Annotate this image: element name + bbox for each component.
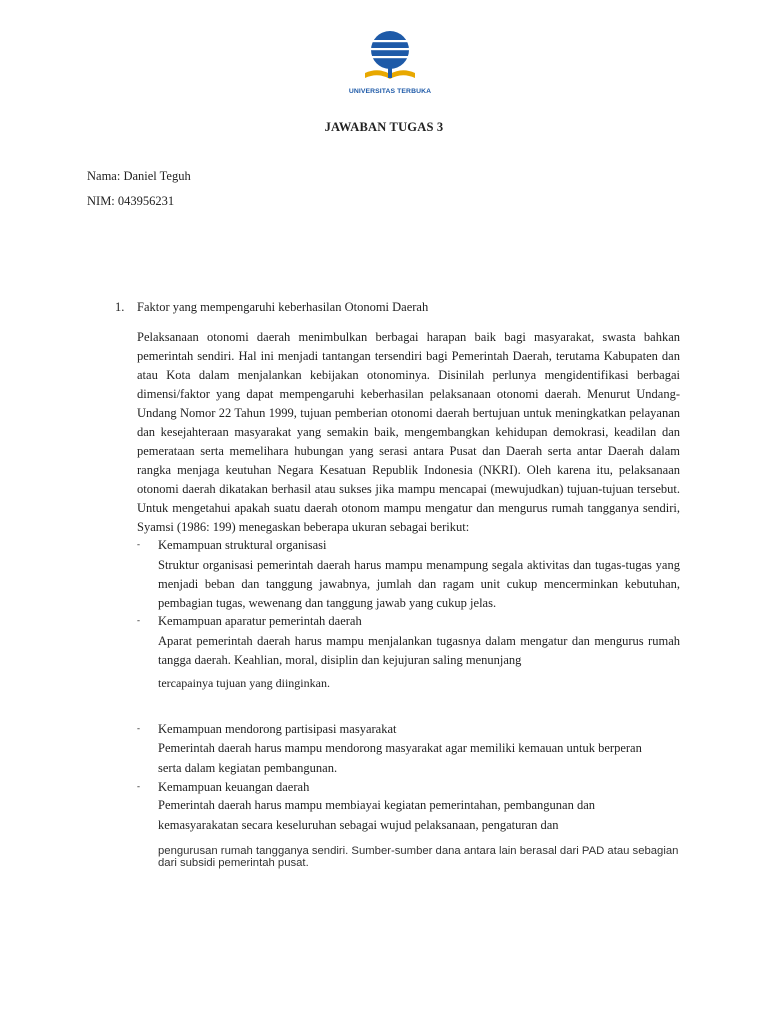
student-name: Nama: Daniel Teguh: [87, 169, 191, 183]
section-title: Faktor yang mempengaruhi keberhasilan Otonomi Daerah: [137, 300, 429, 314]
logo-text: UNIVERSITAS TERBUKA: [348, 88, 432, 95]
item-description-sans: pengurusan rumah tangganya sendiri. Sumber-sumber dana antara lain berasal dari PAD atau sebagian dari subsidi pemerintah pusat.: [158, 845, 679, 869]
list-item: [137, 538, 326, 553]
item-title: Kemampuan keuangan daerah: [158, 780, 310, 794]
item-description-line: Pemerintah daerah harus mampu membiayai kegiatan pemerintahan, pembangunan dan: [158, 798, 595, 812]
intro-paragraph: Pelaksanaan otonomi daerah menimbulkan berbagai harapan baik bagi masyarakat, swasta bahkan pemerintah sendiri. Hal ini menjadi tantangan tersendiri bagi Pemerintah Daerah, terutama Kabupaten dan atau Kota dalam menjalankan kebijakan otonominya. Disinilah perlunya mengidentifikasi berbagai dimensi/faktor yang dapat mempengaruhi keberhasilan pelaksanaan otonomi daerah. Menurut Undang-Undang Nomor 22 Tahun 1999, tujuan pemberian otonomi daerah bertujuan untuk meningkatkan pelayanan dan kesejahteraan masyarakat yang semakin baik, mengembangkan kehidupan demokrasi, keadilan dan pemerataan serta memelihara hubungan yang serasi antara Pusat dan Daerah serta antar Daerah dalam rangka menjaga keutuhan Negara Kesatuan Republik Indonesia (NKRI). Oleh karena itu, pelaksanaan otonomi daerah dikatakan berhasil atau sukses jika mampu mencapai (mewujudkan) tujuan-tujuan tersebut. Untuk mengetahui apakah suatu daerah otonom mampu mengatur dan mengurus rumah tangganya sendiri, Syamsi (1986: 199) menegaskan beberapa ukuran sebagai berikut:: [137, 330, 680, 534]
list-item: [137, 780, 309, 795]
item-description: Aparat pemerintah daerah harus mampu menjalankan tugasnya dalam mengatur dan mengurus rumah tangga daerah. Keahlian, moral, disiplin dan kejujuran saling menunjang: [158, 634, 680, 667]
section-number: 1.: [115, 300, 125, 314]
bullet-marker: -: [137, 723, 140, 733]
item-description-line: serta dalam kegiatan pembangunan.: [158, 761, 338, 775]
item-description: Struktur organisasi pemerintah daerah harus mampu menampung segala aktivitas dan tugas-tugas yang menjadi beban dan tanggung jawabnya, jumlah dan ragam unit cukup mencerminkan kebutuhan, pembagian tugas, wewenang dan tanggung jawab yang cukup jelas.: [158, 558, 680, 610]
page-title: JAWABAN TUGAS 3: [324, 120, 444, 134]
item-description-line: kemasyarakatan secara keseluruhan sebagai wujud pelaksanaan, pengaturan dan: [158, 818, 559, 832]
item-description-line: Pemerintah daerah harus mampu mendorong masyarakat agar memiliki kemauan untuk berperan: [158, 741, 642, 755]
item-description-continued: tercapainya tujuan yang diinginkan.: [158, 676, 330, 690]
list-item: [137, 722, 396, 737]
bullet-marker: -: [137, 781, 140, 791]
section-heading: [115, 300, 428, 315]
student-nim: NIM: 043956231: [87, 194, 175, 208]
bullet-marker: -: [137, 615, 140, 625]
item-title: Kemampuan aparatur pemerintah daerah: [158, 614, 362, 628]
list-item: [137, 614, 362, 629]
item-title: Kemampuan mendorong partisipasi masyarakat: [158, 722, 397, 736]
item-title: Kemampuan struktural organisasi: [158, 538, 327, 552]
bullet-marker: -: [137, 539, 140, 549]
